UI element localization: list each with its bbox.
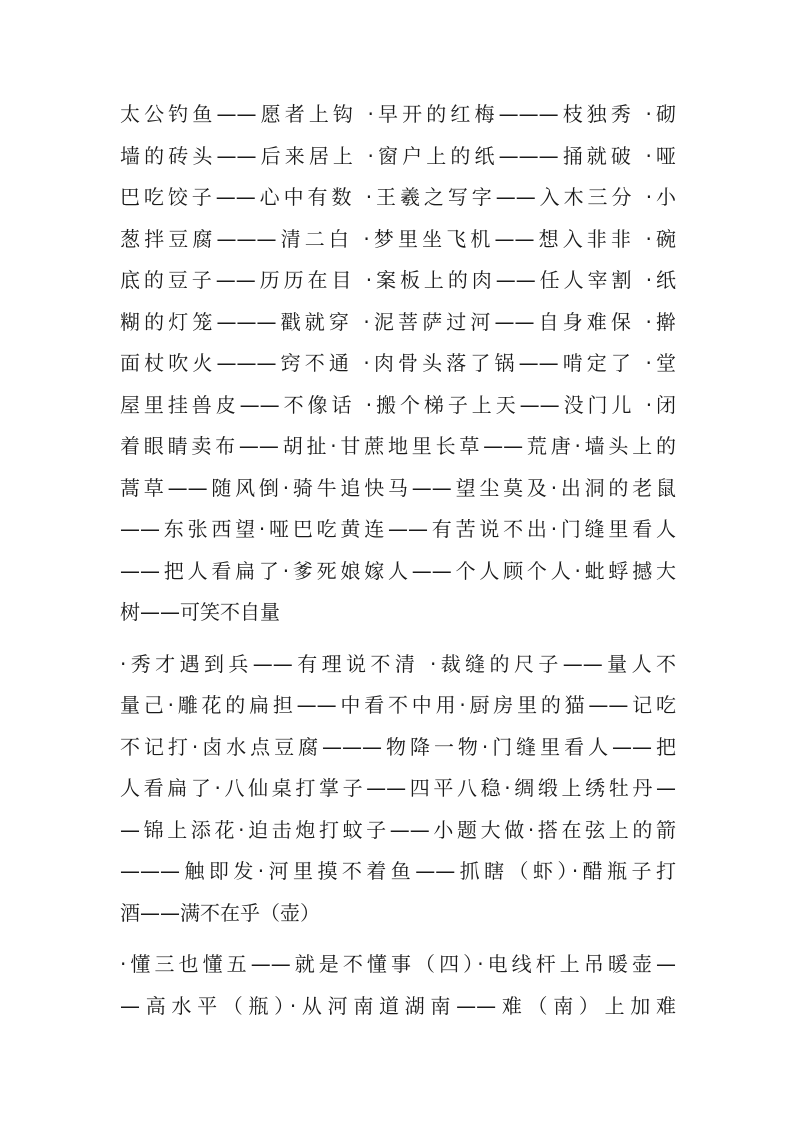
text-line: 树——可笑不自量 [120, 600, 280, 624]
paragraph-gap [120, 934, 676, 944]
text-line: ——东张西望·哑巴吃黄连——有苦说不出·门缝里看人 [120, 517, 676, 541]
text-line: 墙的砖头——后来居上 ·窗户上的纸———捅就破 ·哑 [120, 143, 676, 168]
text-line: ——把人看扁了·爹死娘嫁人——个人顾个人·蚍蜉撼大 [120, 558, 676, 583]
text-line: 巴吃饺子——心中有数 ·王羲之写字——入木三分 ·小 [120, 185, 676, 209]
text-line: 不记打·卤水点豆腐———物降一物·门缝里看人——把 [120, 734, 676, 759]
text-line: ·懂三也懂五——就是不懂事（四）·电线杆上吊暖壶— [120, 952, 676, 976]
text-line: 蒿草——随风倒·骑牛追快马——望尘莫及·出洞的老鼠 [120, 475, 676, 500]
text-line: 着眼睛卖布——胡扯·甘蔗地里长草——荒唐·墙头上的 [120, 434, 676, 458]
text-line: ———触即发·河里摸不着鱼——抓瞎（虾）·醋瓶子打 [120, 859, 676, 883]
text-line: 屋里挂兽皮——不像话 ·搬个梯子上天——没门儿 ·闭 [120, 392, 676, 417]
text-line: —锦上添花·迫击炮打蚊子——小题大做·搭在弦上的箭 [120, 817, 676, 842]
text-line: 量己·雕花的扁担——中看不中用·厨房里的猫——记吃 [120, 693, 676, 717]
paragraph-gap [120, 634, 676, 644]
text-line: 面杖吹火———窍不通 ·肉骨头落了锅——啃定了 ·堂 [120, 351, 676, 375]
text-line: 底的豆子——历历在目 ·案板上的肉——任人宰割 ·纸 [120, 268, 676, 292]
text-line: 太公钓鱼——愿者上钩 ·早开的红梅———枝独秀 ·砌 [120, 102, 676, 126]
text-line: 葱拌豆腐———清二白 ·梦里坐飞机——想入非非 ·碗 [120, 226, 676, 251]
text-line: 人看扁了·八仙桌打掌子——四平八稳·绸缎上绣牡丹— [120, 776, 676, 800]
text-line: 糊的灯笼———戳就穿 ·泥菩萨过河——自身难保 ·擀 [120, 309, 676, 334]
text-line: ·秀才遇到兵——有理说不清 ·裁缝的尺子——量人不 [120, 651, 676, 676]
text-line: 酒——满不在乎（壶） [120, 900, 320, 925]
document-page [120, 94, 676, 1027]
text-line: —高水平（瓶）·从河南道湖南——难（南）上加难 [120, 993, 676, 1018]
